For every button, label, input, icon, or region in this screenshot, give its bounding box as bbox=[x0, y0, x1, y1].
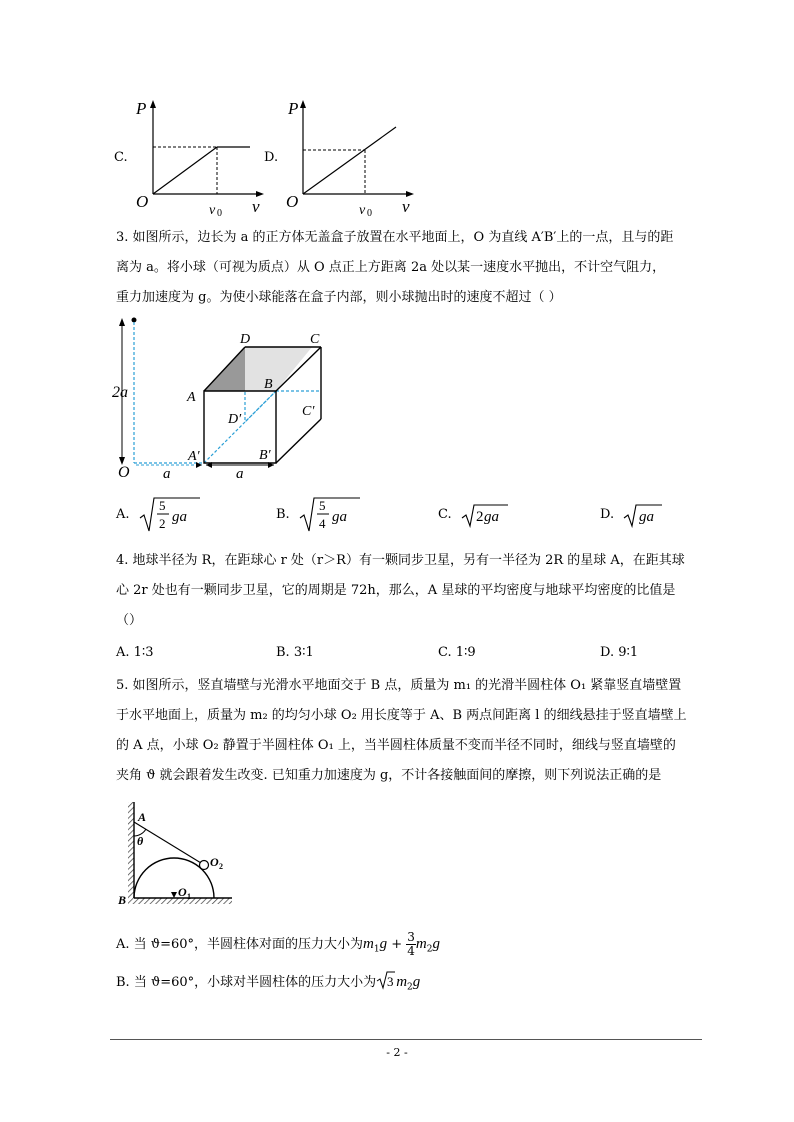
q2-option-d bbox=[264, 94, 414, 219]
label-A: A bbox=[138, 810, 147, 824]
label-B: B bbox=[118, 893, 127, 907]
label-C-prime: C′ bbox=[302, 404, 315, 419]
q5-text-line3: 的 A 点，小球 O₂ 静置于半圆柱体 O₁ 上，当半圆柱体质量不变而半径不同时，细线与竖直墙壁的 bbox=[116, 738, 676, 753]
option-text: A. 当 ϑ=60°，半圆柱体对面的压力大小为 bbox=[116, 937, 364, 952]
axis-p-label: P bbox=[288, 99, 299, 118]
option-label: D. bbox=[264, 150, 279, 165]
q4-text-line1: 4. 地球半径为 R，在距球心 r 处（r＞R）有一颗同步卫星，另有一半径为 2R 的星球 A，在距其球 bbox=[116, 553, 685, 568]
sqrt-5-over-2-ga bbox=[138, 495, 202, 535]
q3-option-b[interactable] bbox=[276, 495, 362, 535]
label-C: C bbox=[310, 332, 320, 347]
q4-text-line3: （） bbox=[116, 613, 143, 628]
graph-d bbox=[284, 94, 414, 219]
label-D-prime: D′ bbox=[228, 412, 242, 427]
q3-text-line3: 重力加速度为 g。为使小球能落在盒子内部，则小球抛出时的速度不超过（ ） bbox=[116, 290, 562, 305]
svg-text:ga: ga bbox=[171, 509, 187, 525]
svg-text:ga: ga bbox=[331, 509, 347, 525]
q2-option-c bbox=[114, 94, 264, 219]
axis-v-label: v bbox=[402, 197, 410, 216]
q4-text-line2: 心 2r 处也有一颗同步卫星，它的周期是 72h，那么，A 星球的平均密度与地球平均密度的比值是 bbox=[116, 583, 676, 598]
formula-m1g: m bbox=[363, 936, 374, 952]
label-A: A bbox=[187, 390, 196, 405]
label-D: D bbox=[240, 332, 251, 347]
graph-c bbox=[134, 94, 264, 219]
formula-m2g: m bbox=[415, 936, 427, 952]
label-B: B bbox=[264, 377, 273, 392]
q3-option-c[interactable] bbox=[438, 495, 510, 535]
svg-text:5: 5 bbox=[318, 498, 326, 513]
label-a2: a bbox=[236, 466, 244, 482]
axis-v-label: v bbox=[252, 197, 260, 216]
q3-text-line2: 离为 a。将小球（可视为质点）从 O 点正上方距离 2a 处以某一速度水平抛出，不计空气阻力， bbox=[116, 260, 666, 275]
q5-text-line2: 于水平地面上，质量为 m₂ 的均匀小球 O₂ 用长度等于 A、B 两点间距离 l 的细线悬挂于竖直墙壁上 bbox=[116, 708, 687, 723]
label-theta: θ bbox=[137, 834, 144, 848]
sqrt-ga bbox=[622, 495, 664, 535]
q3-cube-figure bbox=[112, 315, 332, 485]
option-label: D. bbox=[600, 507, 615, 522]
svg-text:4: 4 bbox=[318, 516, 326, 531]
label-O: O bbox=[118, 464, 130, 481]
q3-option-d[interactable] bbox=[600, 495, 664, 535]
svg-text:2: 2 bbox=[475, 509, 484, 525]
sqrt-3 bbox=[376, 970, 396, 990]
svg-text:ga: ga bbox=[483, 509, 499, 525]
label-O2: O bbox=[210, 855, 219, 869]
origin-label: O bbox=[286, 192, 299, 211]
option-label: B. bbox=[276, 507, 290, 522]
sqrt-5-over-4-ga bbox=[298, 495, 362, 535]
footer-divider bbox=[110, 1039, 702, 1040]
svg-text:5: 5 bbox=[158, 498, 166, 513]
label-a1: a bbox=[163, 466, 171, 482]
option-text: B. 当 ϑ=60°，小球对半圆柱体的压力大小为 bbox=[116, 975, 377, 990]
option-label: C. bbox=[114, 150, 128, 165]
option-label: C. bbox=[438, 507, 452, 522]
svg-text:ga: ga bbox=[639, 509, 655, 525]
v0-sub: 0 bbox=[217, 208, 222, 219]
option-label: A. bbox=[116, 507, 130, 522]
axis-p-label: P bbox=[136, 99, 147, 118]
q5-option-a[interactable]: A. 当 ϑ=60°，半圆柱体对面的压力大小为$m_1g$ + $\frac{3}{4}$ $m_2g$ bbox=[116, 930, 440, 958]
svg-text:3: 3 bbox=[387, 974, 394, 989]
fraction-3-4: $\frac{3}{4}$ bbox=[407, 930, 415, 958]
svg-text:2: 2 bbox=[158, 516, 166, 531]
q5-option-b[interactable]: B. 当 ϑ=60°，小球对半圆柱体的压力大小为 3 $m_2g$ bbox=[116, 966, 420, 1004]
v0-label: v bbox=[209, 203, 216, 218]
q3-text-line1: 3. 如图所示，边长为 a 的正方体无盖盒子放置在水平地面上，O 为直线 A′B′上的一点，且与的距 bbox=[116, 230, 674, 245]
q4-option-c[interactable]: C. 1∶9 bbox=[438, 645, 476, 660]
q4-option-d[interactable]: D. 9∶1 bbox=[600, 645, 639, 660]
label-O1: O bbox=[178, 885, 187, 899]
q5-text-line1: 5. 如图所示，竖直墙壁与光滑水平地面交于 B 点，质量为 m₁ 的光滑半圆柱体 O₁ 紧靠竖直墙壁置 bbox=[116, 678, 682, 693]
q5-text-line4: 夹角 ϑ 就会跟着发生改变. 已知重力加速度为 g，不计各接触面间的摩擦，则下列说法正确的是 bbox=[116, 768, 662, 783]
label-O2-sub: 2 bbox=[219, 862, 223, 871]
q3-option-a[interactable] bbox=[116, 495, 202, 535]
q4-option-a[interactable]: A. 1∶3 bbox=[116, 645, 154, 660]
page-number: - 2 - bbox=[386, 1046, 408, 1059]
origin-label: O bbox=[136, 192, 149, 211]
q4-option-b[interactable]: B. 3∶1 bbox=[276, 645, 314, 660]
label-2a: 2a bbox=[112, 384, 128, 401]
label-O1-sub: 1 bbox=[187, 892, 191, 901]
v0-sub: 0 bbox=[367, 208, 372, 219]
sqrt-2ga bbox=[460, 495, 510, 535]
q5-wall-cylinder-figure bbox=[112, 800, 242, 912]
label-B-prime: B′ bbox=[259, 448, 271, 463]
label-A-prime: A′ bbox=[188, 449, 200, 464]
v0-label: v bbox=[359, 203, 366, 218]
